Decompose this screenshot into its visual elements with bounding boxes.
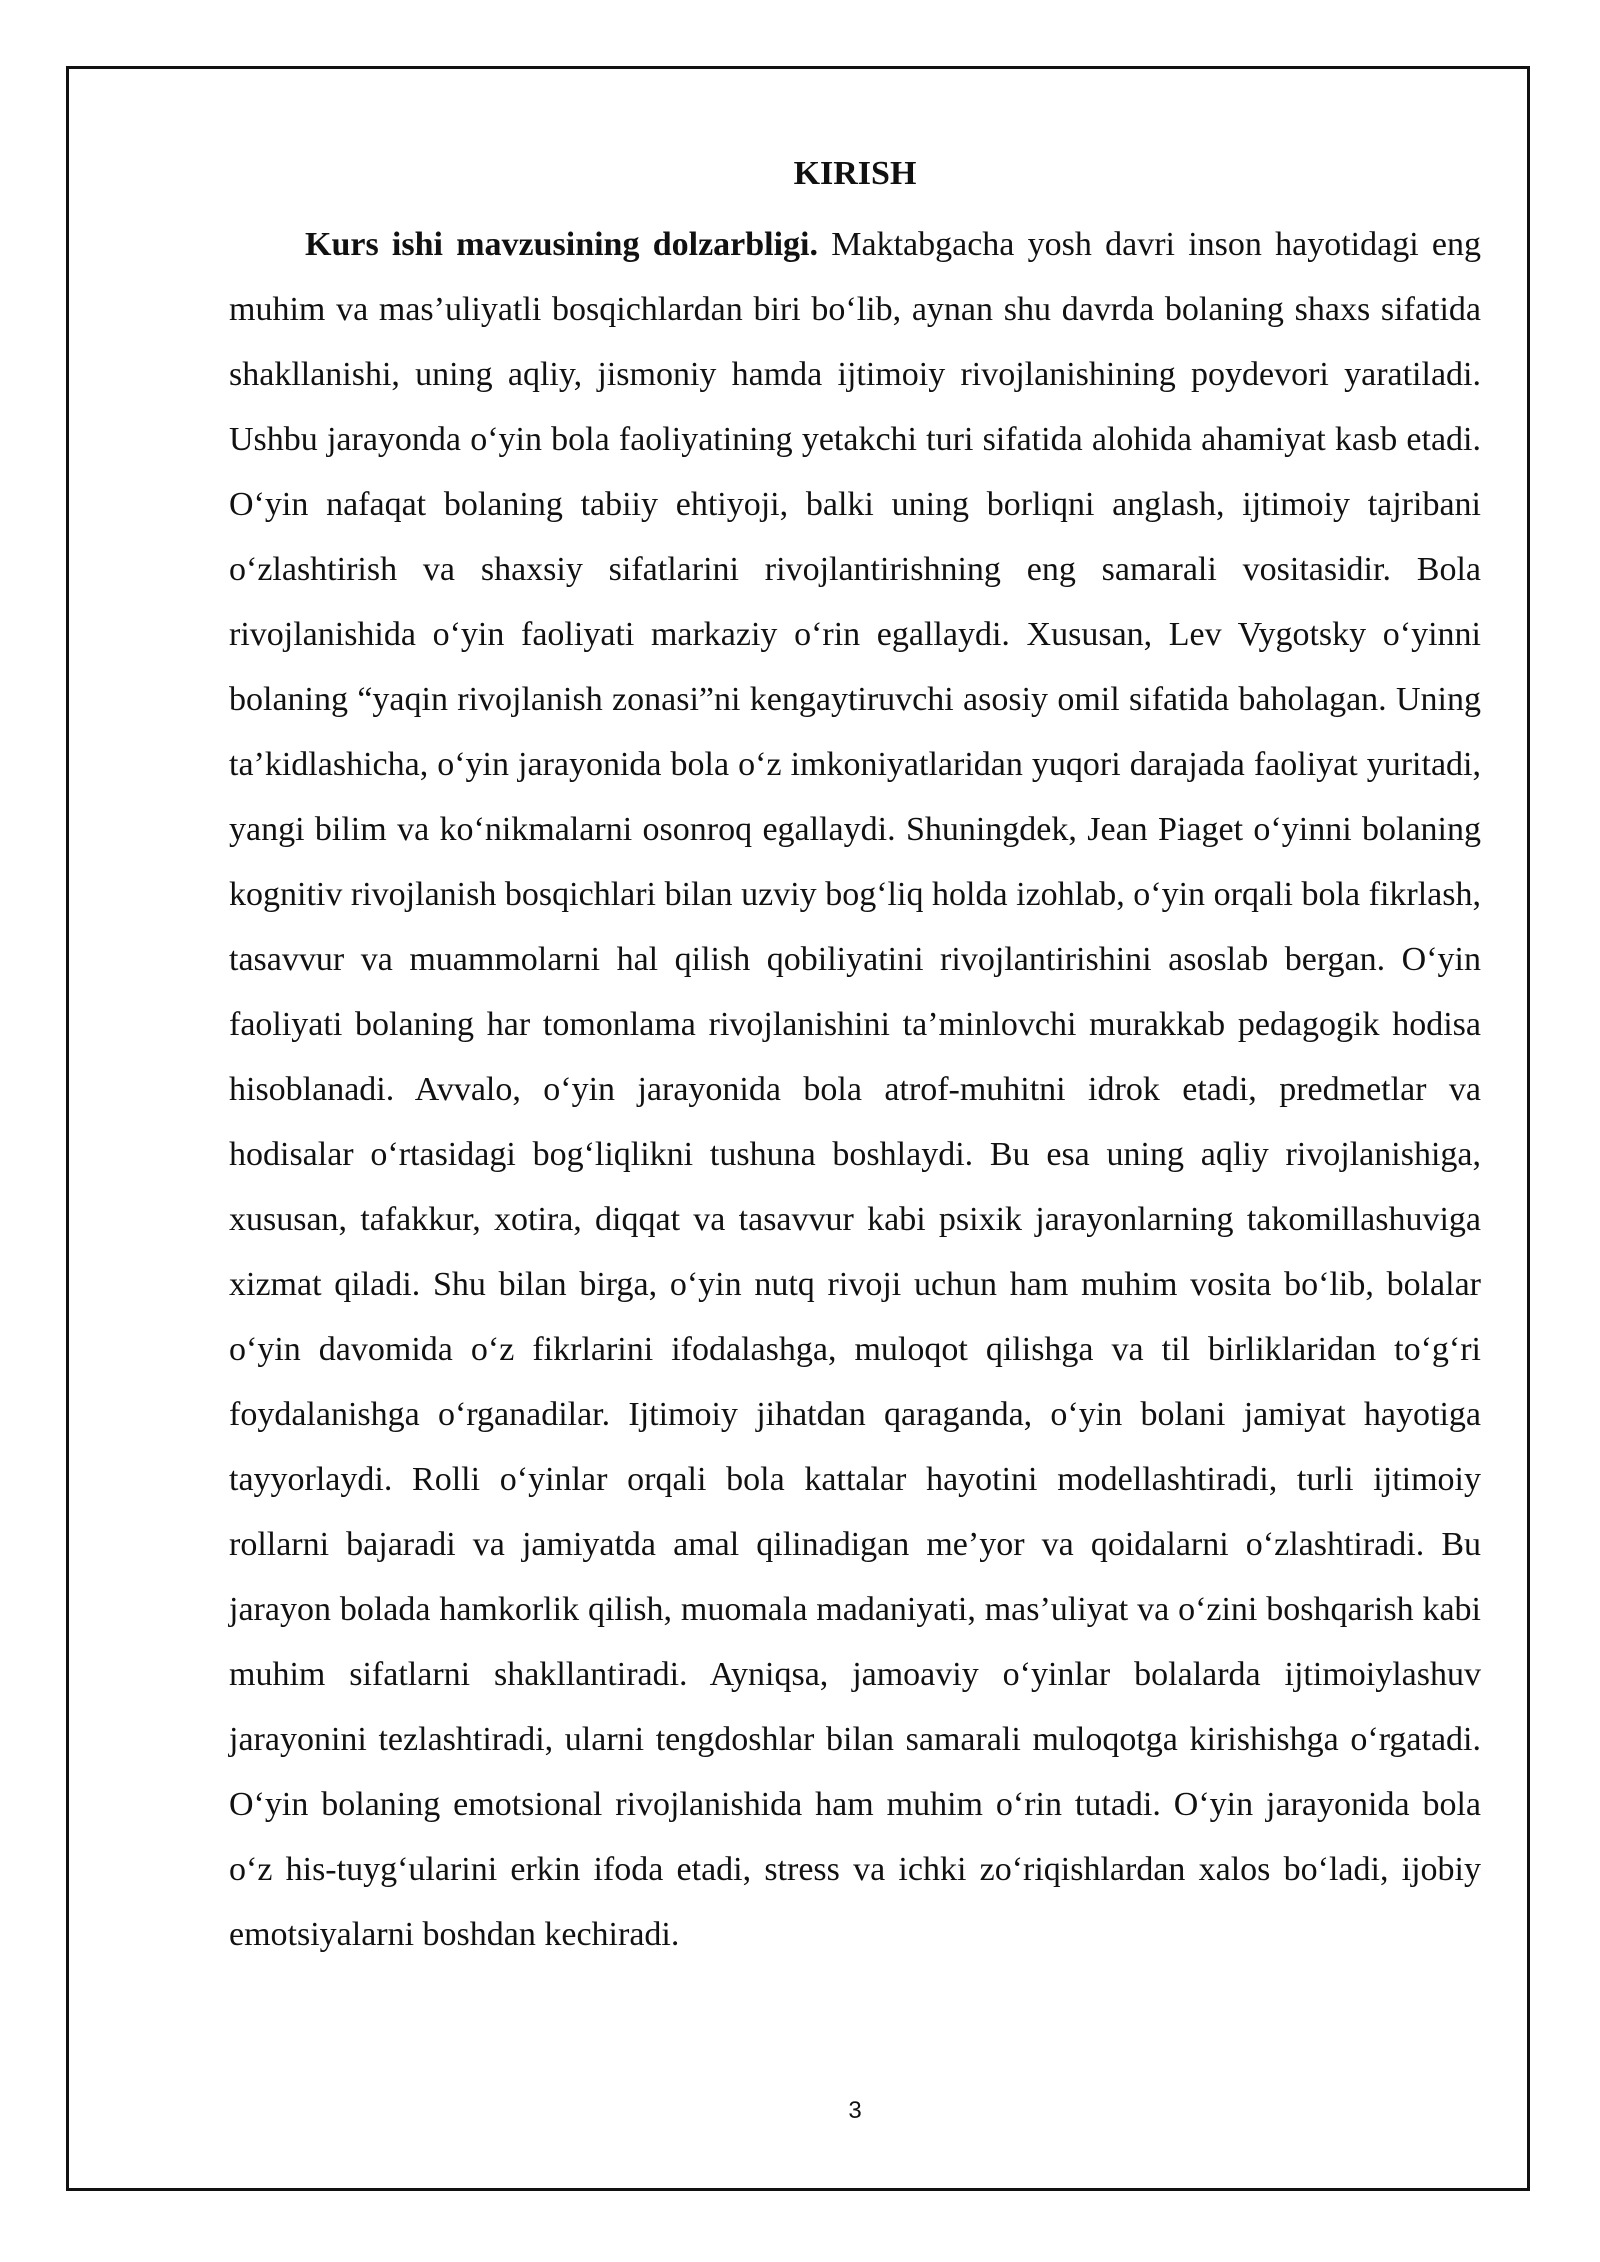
page-number: 3 bbox=[848, 2097, 862, 2124]
paragraph-lead: Kurs ishi mavzusining dolzarbligi. bbox=[305, 226, 819, 263]
section-heading: KIRISH bbox=[793, 155, 917, 192]
paragraph-text: Maktabgacha yosh davri inson hayotidagi eng muhim va mas’uliyatli bosqichlardan biri bo‘lib, aynan shu davrda bolaning shaxs sifatida shakllanishi, uning aqliy, jismoniy hamda ijtimoiy rivojlanishining poydevori yaratiladi. Ushbu jarayonda o‘yin bola faoliyatining yetakchi turi sifatida alohida ahamiyat kasb etadi. O‘yin nafaqat bolaning tabiiy ehtiyoji, balki uning borliqni anglash, ijtimoiy tajribani o‘zlashtirish va shaxsiy sifatlarini rivojlantirishning eng samarali vositasidir. Bola rivojlanishida o‘yin faoliyati markaziy o‘rin egallaydi. Xususan, Lev Vygotsky o‘yinni bolaning “yaqin rivojlanish zonasi”ni kengaytiruvchi asosiy omil sifatida baholagan. Uning ta’kidlashicha, o‘yin jarayonida bola o‘z imkoniyatlaridan yuqori darajada faoliyat yuritadi, yangi bilim va ko‘nikmalarni osonroq egallaydi. Shuningdek, Jean Piaget o‘yinni bolaning kognitiv rivojlanish bosqichlari bilan uzviy bog‘liq holda izohlab, o‘yin orqali bola fikrlash, tasavvur va muammolarni hal qilish qobiliyatini rivojlantirishini asoslab bergan. O‘yin faoliyati bolaning har tomonlama rivojlanishini ta’minlovchi murakkab pedagogik hodisa hisoblanadi. Avvalo, o‘yin jarayonida bola atrof-muhitni idrok etadi, predmetlar va hodisalar o‘rtasidagi bog‘liqlikni tushuna boshlaydi. Bu esa uning aqliy rivojlanishiga, xususan, tafakkur, xotira, diqqat va tasavvur kabi psixik jarayonlarning takomillashuviga xizmat qiladi. Shu bilan birga, o‘yin nutq rivoji uchun ham muhim vosita bo‘lib, bolalar o‘yin davomida o‘z fikrlarini ifodalashga, muloqot qilishga va til birliklaridan to‘g‘ri foydalanishga o‘rganadilar. Ijtimoiy jihatdan qaraganda, o‘yin bolani jamiyat hayotiga tayyorlaydi. Rolli o‘yinlar orqali bola kattalar hayotini modellashtiradi, turli ijtimoiy rollarni bajaradi va jamiyatda amal qilinadigan me’yor va qoidalarni o‘zlashtiradi. Bu jarayon bolada hamkorlik qilish, muomala madaniyati, mas’uliyat va o‘zini boshqarish kabi muhim sifatlarni shakllantiradi. Ayniqsa, jamoaviy o‘yinlar bolalarda ijtimoiylashuv jarayonini tezlashtiradi, ularni tengdoshlar bilan samarali muloqotga kirishishga o‘rgatadi. O‘yin bolaning emotsional rivojlanishida ham muhim o‘rin tutadi. O‘yin jarayonida bola o‘z his-tuyg‘ularini erkin ifoda etadi, stress va ichki zo‘riqishlardan xalos bo‘ladi, ijobiy emotsiyalarni boshdan kechiradi. bbox=[229, 226, 1482, 1953]
body-paragraph bbox=[229, 212, 1481, 1967]
